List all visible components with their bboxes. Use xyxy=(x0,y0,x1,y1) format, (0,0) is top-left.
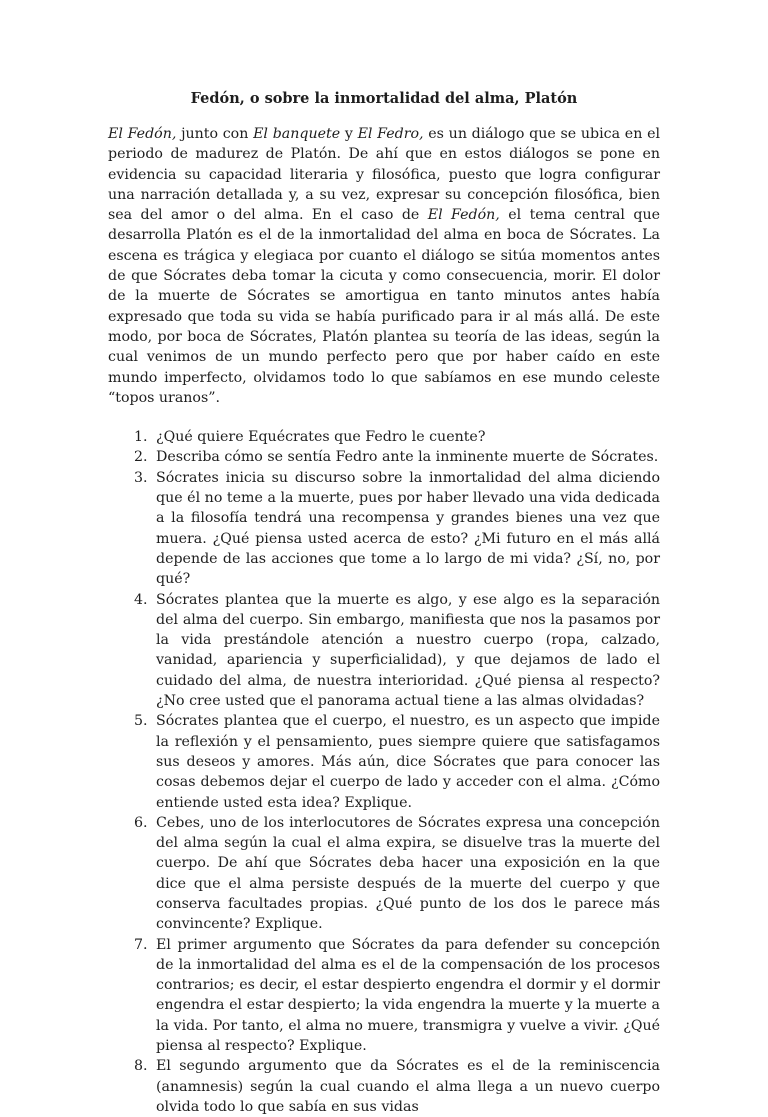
question-list xyxy=(108,427,660,1117)
question-item: 4. Sócrates plantea que la muerte es algo, y ese algo es la separación del alma del cuerpo. Sin embargo, manifiesta que nos la pasamos por la vida prestándole atención a nuestro cuerpo (ropa, calzado, vanidad, apariencia y superficialidad), y que dejamos de lado el cuidado del alma, de nuestra interioridad. ¿Qué piensa al respecto? ¿No cree usted que el panorama actual tiene a las almas olvidadas? xyxy=(152,590,660,712)
document-title: Fedón, o sobre la inmortalidad del alma, Platón xyxy=(190,90,578,107)
intro-text-4: el tema central que desarrolla Platón es el de la inmortalidad del alma en boca de Sócrates. La escena es trágica y elegiaca por cuanto el diálogo se sitúa momentos antes de que Sócrates deba tomar la cicuta y como consecuencia, morir. El dolor de la muerte de Sócrates se amortigua en tanto minutos antes había expresado que toda su vida se había purificado para ir al más allá. De este modo, por boca de Sócrates, Platón plantea su teoría de las ideas, según la cual venimos de un mundo perfecto pero que por haber caído en este mundo imperfecto, olvidamos todo lo que sabíamos en ese mundo celeste “topos uranos”. xyxy=(108,207,661,406)
work-title-fedon-2: El Fedón, xyxy=(427,207,500,224)
intro-text-1: junto con xyxy=(176,126,254,142)
question-item: 6. Cebes, uno de los interlocutores de Sócrates expresa una concepción del alma según la cual el alma expira, se disuelve tras la muerte del cuerpo. De ahí que Sócrates deba hacer una exposición en la que dice que el alma persiste después de la muerte del cuerpo y que conserva facultades propias. ¿Qué punto de los dos le parece más convincente? Explique. xyxy=(152,813,660,935)
question-item: 8. El segundo argumento que da Sócrates es el de la reminiscencia (anamnesis) según la cual cuando el alma llega a un nuevo cuerpo olvida todo lo que sabía en sus vidas xyxy=(152,1056,660,1117)
work-title-banquete: El banquete xyxy=(253,126,341,142)
question-item: 2. Describa cómo se sentía Fedro ante la inminente muerte de Sócrates. xyxy=(152,447,660,467)
intro-text-3: es un diálogo que se ubica en el periodo de madurez de Platón. De ahí que en estos diálogos se pone en evidencia su capacidad literaria y filosófica, puesto que logra configurar una narración detallada y, a su vez, expresar su concepción filosófica, bien sea del amor o del alma. En el caso de xyxy=(108,126,660,224)
question-item: 7. El primer argumento que Sócrates da para defender su concepción de la inmortalidad del alma es el de la compensación de los procesos contrarios; es decir, el estar despierto engendra el dormir y el dormir engendra el estar despierto; la vida engendra la muerte y la muerte a la vida. Por tanto, el alma no muere, transmigra y vuelve a vivir. ¿Qué piensa al respecto? Explique. xyxy=(152,935,660,1057)
intro-text-2: y xyxy=(340,126,358,142)
work-title-fedon: El Fedón, xyxy=(108,126,177,142)
question-item: 3. Sócrates inicia su discurso sobre la inmortalidad del alma diciendo que él no teme a la muerte, pues por haber llevado una vida dedicada a la filosofía tendrá una recompensa y grandes bienes una vez que muera. ¿Qué piensa usted acerca de esto? ¿Mi futuro en el más allá depende de las acciones que tome a lo largo de mi vida? ¿Sí, no, por qué? xyxy=(152,468,660,590)
work-title-fedro: El Fedro, xyxy=(357,126,424,142)
intro-paragraph xyxy=(108,124,660,408)
question-item: 5. Sócrates plantea que el cuerpo, el nuestro, es un aspecto que impide la reflexión y el pensamiento, pues siempre quiere que satisfagamos sus deseos y amores. Más aún, dice Sócrates que para conocer las cosas debemos dejar el cuerpo de lado y acceder con el alma. ¿Cómo entiende usted esta idea? Explique. xyxy=(152,711,660,812)
question-item: 1. ¿Qué quiere Equécrates que Fedro le cuente? xyxy=(152,427,660,447)
